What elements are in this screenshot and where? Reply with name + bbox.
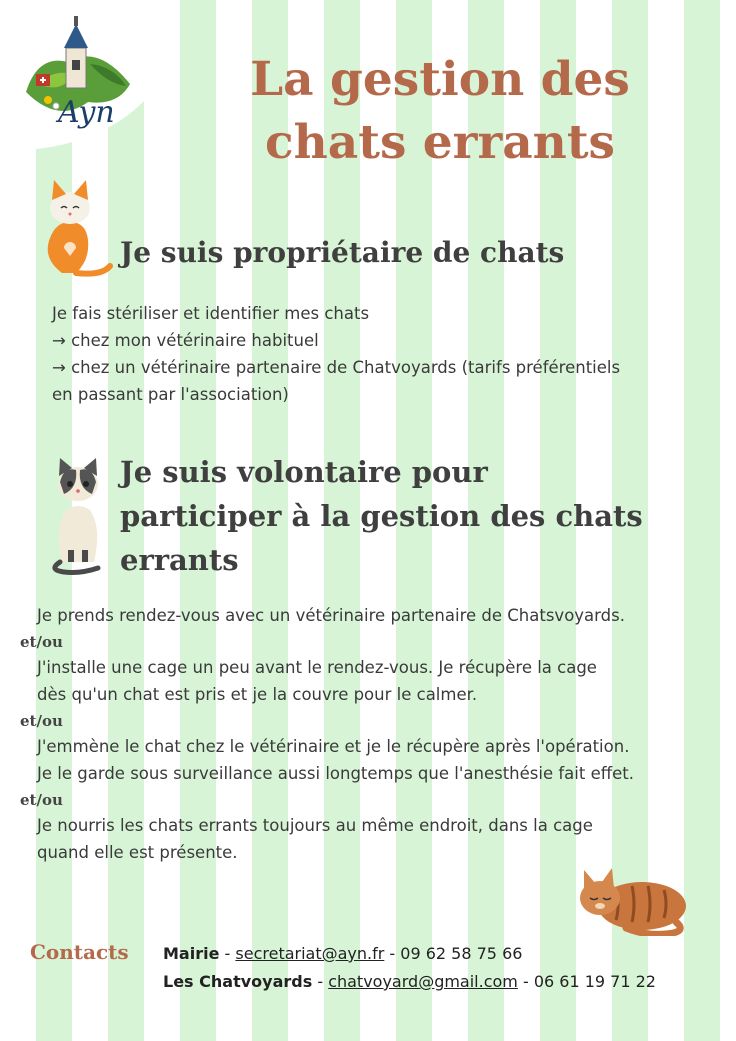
contact-name: Les Chatvoyards	[163, 972, 313, 991]
contacts-block	[163, 940, 656, 996]
chatvoyards-email-link[interactable]: chatvoyard@gmail.com	[328, 972, 518, 991]
item-line: J'emmène le chat chez le vétérinaire et je le récupère après l'opération.	[37, 736, 630, 756]
page-title	[205, 48, 675, 174]
volunteer-heading-line: errants	[120, 543, 239, 577]
list-item	[20, 812, 735, 867]
orange-cat-icon	[42, 178, 114, 278]
title-line-1: La gestion des	[250, 52, 630, 107]
contact-separator: -	[517, 972, 534, 991]
contact-name: Mairie	[163, 944, 220, 963]
grey-cat-icon	[50, 458, 106, 576]
and-or-separator: et/ou	[20, 711, 63, 730]
logo-wordmark: Ayn	[58, 95, 115, 130]
title-line-2: chats errants	[265, 115, 615, 170]
contact-separator: -	[312, 972, 329, 991]
volunteer-heading-line: participer à la gestion des chats	[120, 499, 643, 533]
and-or-separator: et/ou	[20, 632, 63, 651]
item-line: dès qu'un chat est pris et je la couvre pour le calmer.	[37, 685, 478, 704]
item-line: J'installe une cage un peu avant le rendez-vous. Je récupère la cage	[37, 657, 597, 677]
item-line: Je le garde sous surveillance aussi longtemps que l'anesthésie fait effet.	[37, 764, 634, 783]
contact-phone: 09 62 58 75 66	[400, 944, 523, 963]
volunteer-action-list	[20, 602, 735, 867]
ayn-village-logo	[18, 14, 138, 134]
list-item	[20, 602, 735, 630]
contact-mairie	[163, 940, 656, 968]
section-owner-text	[52, 300, 732, 408]
owner-line: en passant par l'association)	[52, 385, 289, 404]
item-line: Je nourris les chats errants toujours au même endroit, dans la cage	[37, 815, 593, 835]
contact-phone: 06 61 19 71 22	[533, 972, 656, 991]
section-owner-heading: Je suis propriétaire de chats	[120, 236, 565, 269]
contact-separator: -	[219, 944, 236, 963]
mairie-email-link[interactable]: secretariat@ayn.fr	[235, 944, 385, 963]
owner-line: Je fais stériliser et identifier mes chats	[52, 304, 370, 323]
section-volunteer-heading	[120, 450, 710, 582]
and-or-separator: et/ou	[20, 790, 63, 809]
contacts-label: Contacts	[30, 940, 129, 964]
owner-line: → chez mon vétérinaire habituel	[52, 331, 319, 350]
volunteer-heading-line: Je suis volontaire pour	[120, 455, 488, 489]
list-item	[20, 733, 735, 788]
list-item	[20, 654, 735, 709]
item-line: Je prends rendez-vous avec un vétérinaire partenaire de Chatsvoyards.	[37, 606, 625, 625]
contact-chatvoyards	[163, 968, 656, 996]
owner-line: → chez un vétérinaire partenaire de Chatvoyards (tarifs préférentiels	[52, 358, 621, 377]
item-line: quand elle est présente.	[37, 843, 238, 862]
contact-separator: -	[384, 944, 401, 963]
sleeping-cat-icon	[576, 862, 690, 936]
